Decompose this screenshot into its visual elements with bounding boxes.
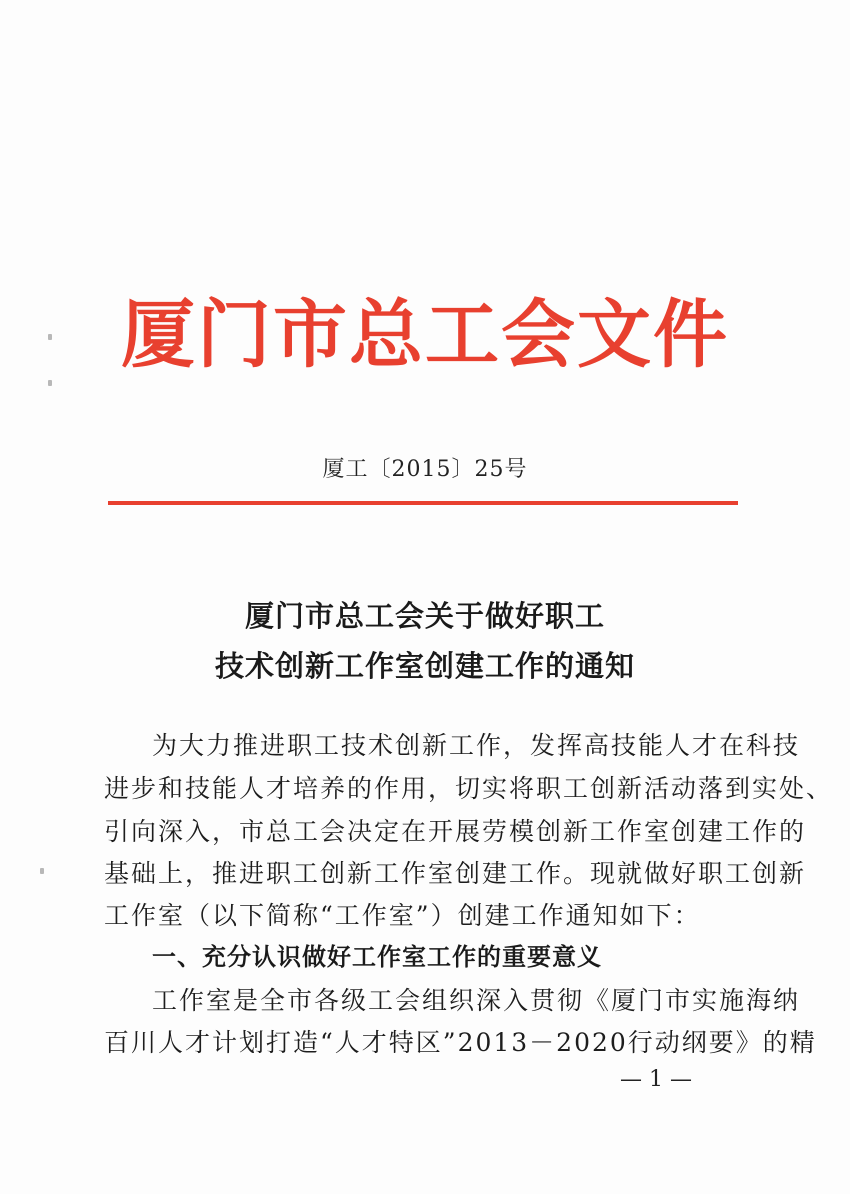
body-text-line: 进步和技能人才培养的作用，切实将职工创新活动落到实处、 [104,774,834,803]
binding-hole-mark [40,868,44,874]
document-title-line-1: 厦门市总工会关于做好职工 [244,599,605,633]
body-text-line: 工作室（以下简称“工作室”）创建工作通知如下： [104,901,701,930]
red-separator-rule [108,501,738,505]
body-text-line: 为大力推进职工技术创新工作，发挥高技能人才在科技 [152,731,801,760]
document-number: 厦工〔2015〕25号 [322,457,528,482]
page-number: — 1 — [620,1067,692,1092]
body-text-line: 工作室是全市各级工会组织深入贯彻《厦门市实施海纳 [152,986,801,1015]
section-heading: 一、充分认识做好工作室工作的重要意义 [152,943,602,971]
binding-hole-mark [48,380,52,386]
body-text-line: 百川人才计划打造“人才特区”2013－2020行动纲要》的精 [104,1028,817,1057]
document-title-line-2: 技术创新工作室创建工作的通知 [214,649,635,683]
document-masthead: 厦门市总工会文件 [121,292,729,378]
body-text-line: 引向深入，市总工会决定在开展劳模创新工作室创建工作的 [104,817,807,846]
body-text-line: 基础上，推进职工创新工作室创建工作。现就做好职工创新 [104,859,807,888]
